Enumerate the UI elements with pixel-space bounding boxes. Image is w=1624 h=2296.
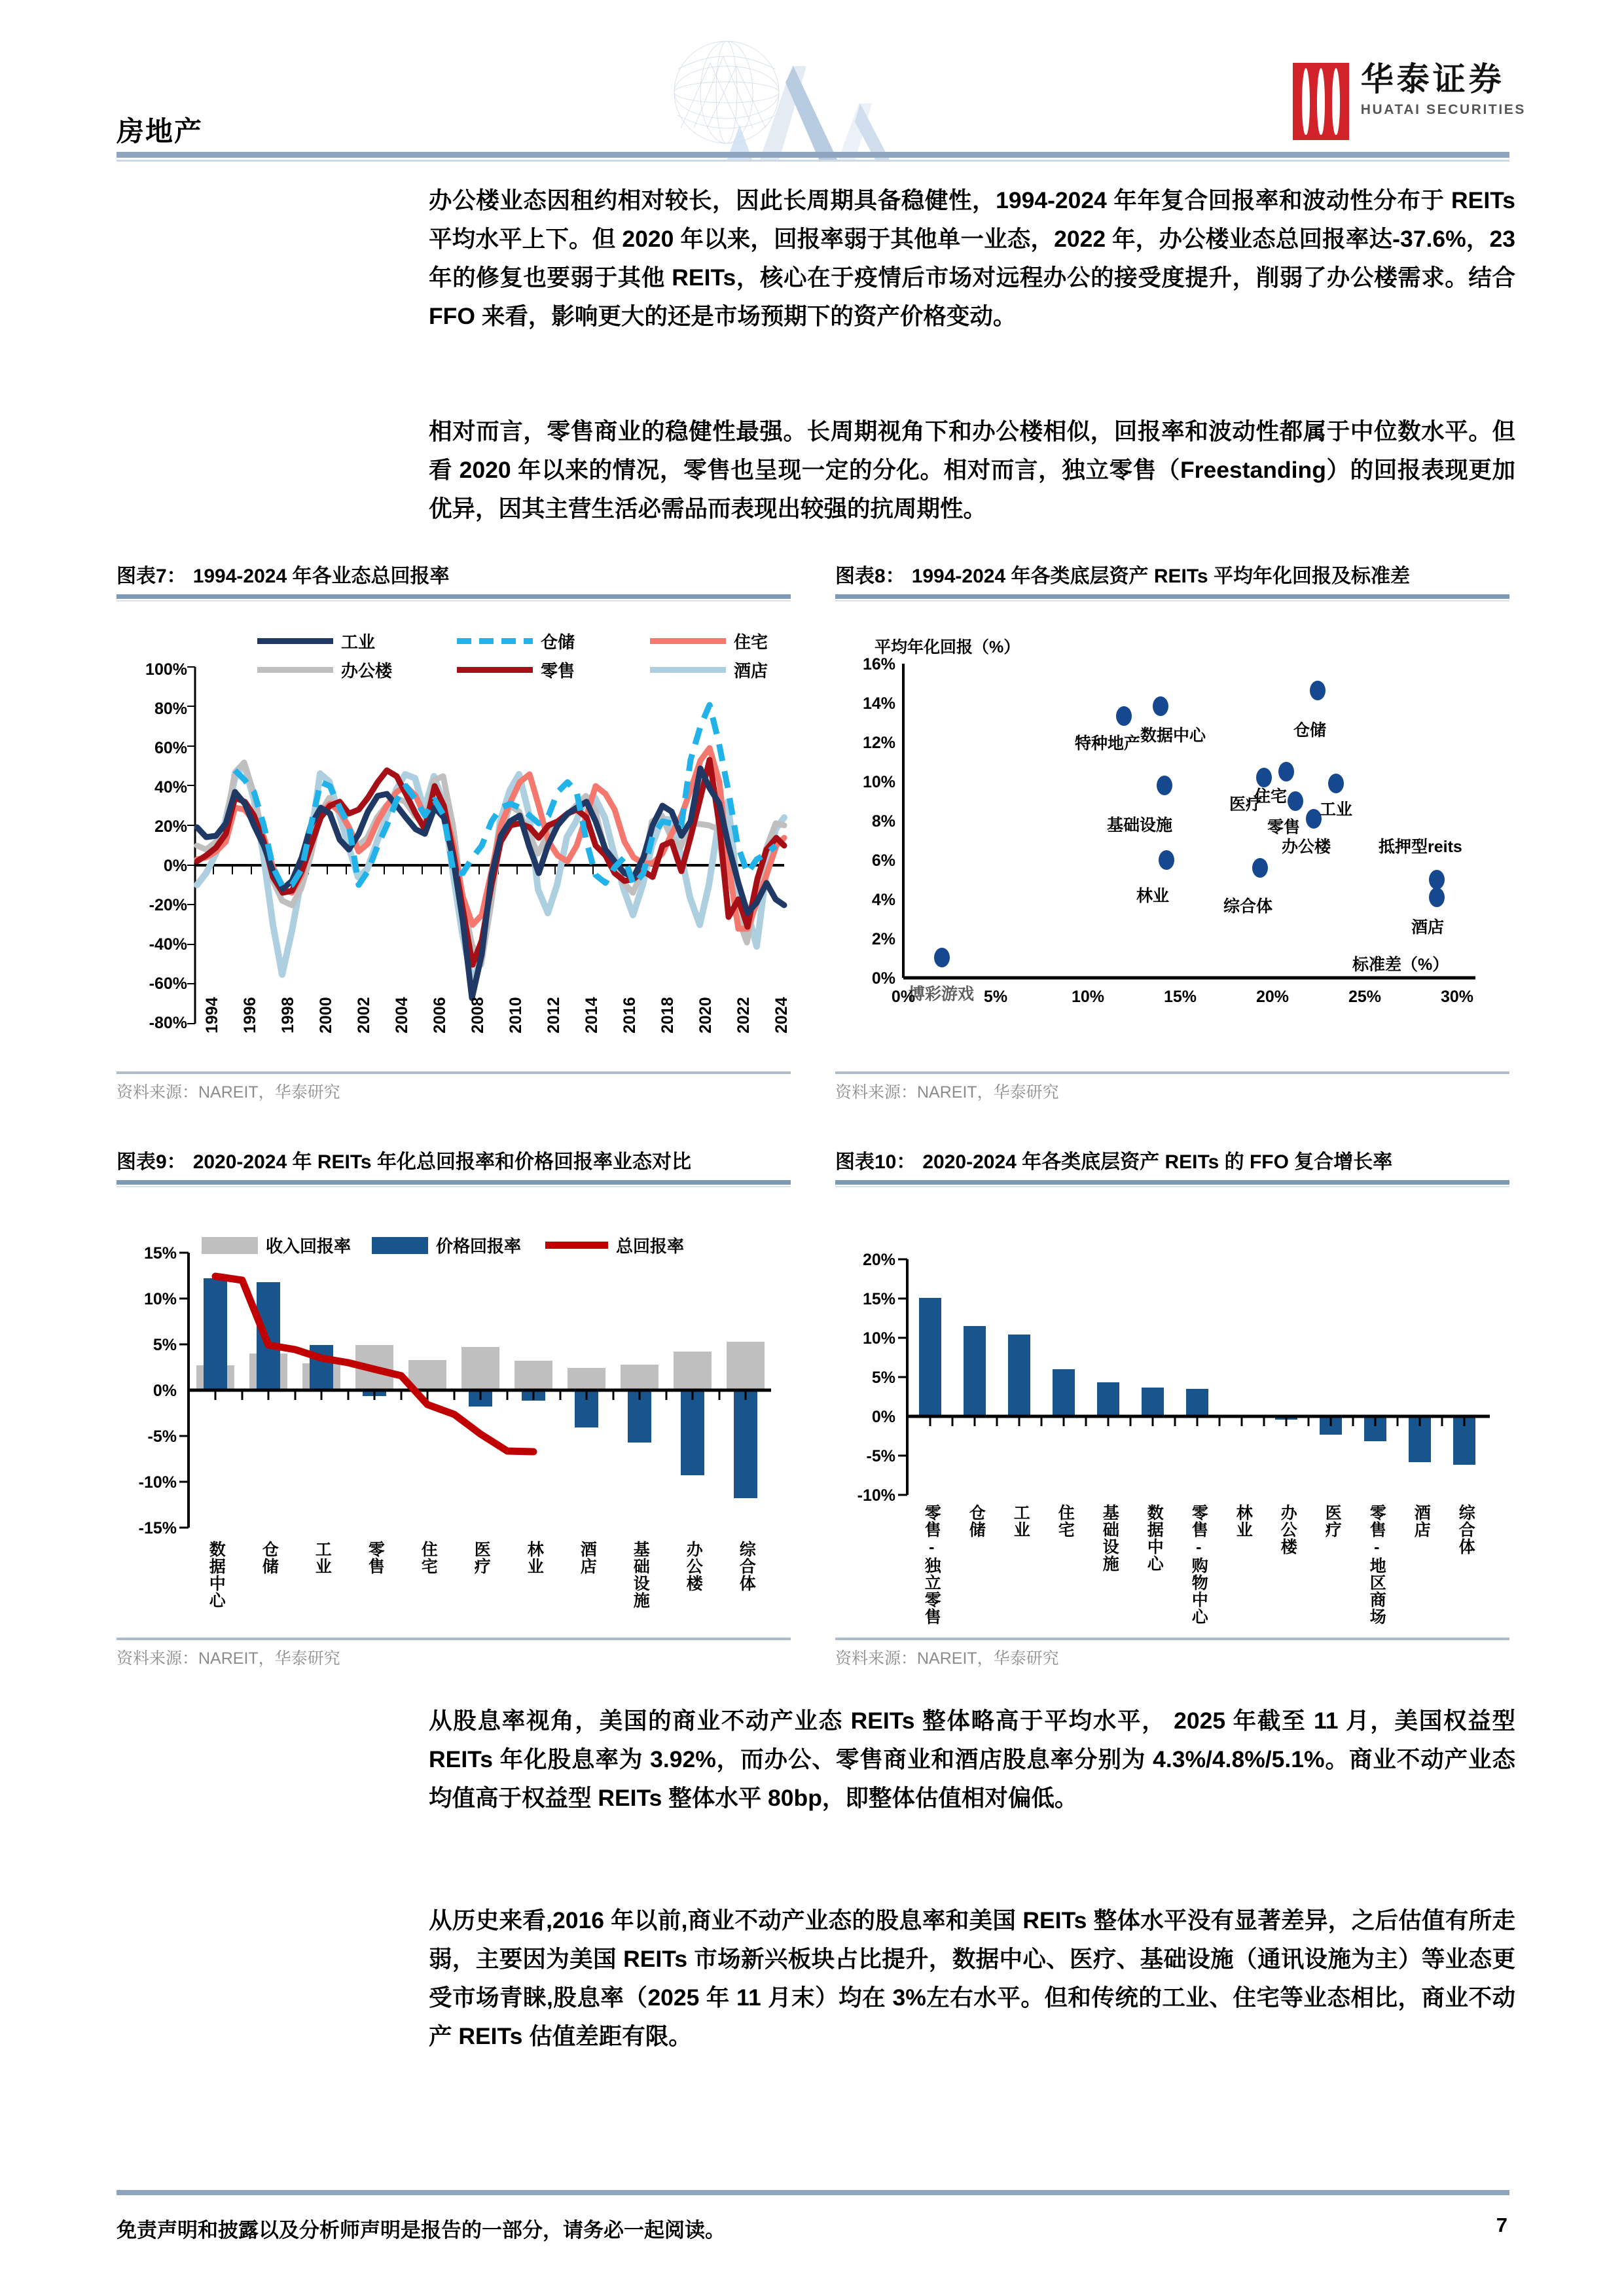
x9-cat-datacenter: 数据中心 (207, 1541, 226, 1609)
exhibit-7-source: 资料来源：NAREIT，华泰研究 (117, 1083, 340, 1102)
x10-cat-infrastructure: 基础设施 (1100, 1504, 1119, 1572)
x10-cat-healthcare: 医疗 (1323, 1504, 1342, 1538)
scatter-label-industrial: 工业 (1320, 800, 1353, 819)
x-tick-2012: 2012 (545, 997, 563, 1033)
x10-cat-retail-freestanding: 零售-独立零售 (922, 1504, 941, 1625)
scatter-point-hotel (1429, 888, 1445, 907)
scatter-point-retail (1288, 791, 1303, 811)
section-title: 房地产 (117, 116, 204, 147)
x8-tick-20: 20% (1255, 988, 1290, 1006)
paragraph-office-sector: 办公楼业态因租约相对较长，因此长周期具备稳健性，1994-2024 年年复合回报率和波动性分布于 REITs 平均水平上下。但 2020 年以来，回报率弱于其他单一业态，2022 年，办公楼业态总回报率达-37.6%，23 年的修复也要弱于其他 REITs，核心在于疫情后市场对远程办公的接受度提升，削弱了办公楼需求。结合 FFO 来看，影响更大的还是市场预期下的资产价格变动。 (429, 187, 1515, 329)
y8-tick-8: 8% (871, 812, 895, 831)
x10-cat-residential: 住宅 (1056, 1504, 1075, 1538)
exhibit-7-rule (117, 594, 791, 599)
y9-tick-5: 5% (153, 1336, 177, 1354)
exhibit-8-source: 资料来源：NAREIT，华泰研究 (835, 1083, 1059, 1102)
x10-cat-industrial: 工业 (1011, 1504, 1030, 1538)
y8-tick-10: 10% (862, 773, 895, 791)
x-tick-2008: 2008 (469, 997, 487, 1033)
y10-tick-neg5: -5% (866, 1447, 895, 1465)
exhibit-8-bottom-rule (835, 1071, 1509, 1074)
x-tick-1998: 1998 (279, 997, 297, 1033)
y-tick-neg80: -80% (149, 1014, 187, 1032)
x8-tick-10: 10% (1071, 988, 1105, 1006)
exhibit-7-plot-area (117, 601, 791, 1073)
legend-label-industrial: 工业 (341, 632, 376, 652)
x-tick-2000: 2000 (317, 997, 335, 1033)
x9-cat-timber: 林业 (525, 1541, 544, 1575)
y9-tick-neg5: -5% (147, 1427, 177, 1446)
scatter-point-diversified (1252, 858, 1268, 878)
scatter-point-warehouse (1310, 681, 1326, 700)
scatter-point-timber (1159, 850, 1174, 870)
y9-tick-0: 0% (153, 1382, 177, 1400)
paragraph-retail-sector: 相对而言，零售商业的稳健性最强。长周期视角下和办公楼相似，回报率和波动性都属于中位数水平。但看 2020 年以来的情况，零售也呈现一定的分化。相对而言，独立零售（Freestanding）的回报表现更加优异，因其主营生活必需品而表现出较强的抗周期性。 (429, 418, 1515, 522)
scatter-point-infrastructure (1157, 776, 1172, 795)
huatai-logo (1293, 63, 1526, 140)
exhibit-9-title-text: 2020-2024 年 REITs 年化总回报率和价格回报率业态对比 (192, 1151, 691, 1173)
exhibit-10-title (835, 1145, 1509, 1180)
y8-tick-4: 4% (871, 891, 895, 909)
y10-tick-0: 0% (871, 1408, 895, 1426)
y-axis-title: 平均年化回报（%） (875, 638, 1020, 656)
scatter-label-infrastructure: 基础设施 (1107, 816, 1173, 834)
y-tick-80: 80% (154, 700, 187, 718)
x-tick-2024: 2024 (772, 997, 791, 1033)
x9-cat-industrial: 工业 (313, 1541, 332, 1575)
exhibit-7 (117, 560, 791, 1103)
legend9-label-total-return: 总回报率 (616, 1236, 685, 1256)
y-tick-neg60: -60% (149, 975, 187, 993)
y8-tick-2: 2% (871, 930, 895, 948)
x8-tick-15: 15% (1163, 988, 1197, 1006)
y8-tick-0: 0% (871, 969, 895, 988)
y-tick-neg40: -40% (149, 935, 187, 954)
x-axis-title: 标准差（%） (1352, 956, 1449, 974)
exhibit-10-bottom-rule (835, 1638, 1509, 1640)
header-divider-thin (117, 160, 1509, 162)
legend9-label-price-return: 价格回报率 (436, 1236, 522, 1256)
x-tick-2022: 2022 (734, 997, 753, 1033)
exhibit-9-plot-area (117, 1187, 791, 1639)
exhibit-9-rule (117, 1180, 791, 1185)
y9-tick-15: 15% (143, 1244, 177, 1263)
exhibit-7-title (117, 560, 791, 594)
scatter-point-mortgage-reits (1429, 870, 1445, 889)
x9-cat-office: 办公楼 (684, 1541, 703, 1592)
y10-tick-20: 20% (862, 1251, 895, 1269)
exhibit-9-bottom-rule (117, 1638, 791, 1640)
y10-tick-5: 5% (871, 1369, 895, 1387)
scatter-point-datacenter (1153, 696, 1168, 716)
scatter-label-warehouse: 仓储 (1293, 721, 1327, 740)
x9-cat-retail: 零售 (366, 1541, 385, 1575)
scatter-label-hotel: 酒店 (1411, 918, 1445, 937)
exhibit-8-title-text: 1994-2024 年各类底层资产 REITs 平均年化回报及标准差 (911, 565, 1410, 587)
x8-tick-30: 30% (1440, 988, 1474, 1006)
scatter-label-timber: 林业 (1136, 887, 1170, 905)
legend-label-residential: 住宅 (734, 632, 768, 652)
x8-tick-5: 5% (983, 988, 1008, 1006)
legend-label-warehouse: 仓储 (541, 632, 575, 652)
y8-tick-12: 12% (862, 734, 895, 752)
huatai-logo-en: HUATAI SECURITIES (1360, 102, 1526, 117)
scatter-label-office: 办公楼 (1282, 838, 1331, 856)
scatter-label-retail: 零售 (1267, 818, 1301, 836)
exhibit-10 (835, 1145, 1509, 1669)
y-tick-0: 0% (163, 857, 187, 875)
exhibit-10-plot-area (835, 1187, 1509, 1639)
exhibit-10-rule (835, 1180, 1509, 1185)
x-tick-2010: 2010 (507, 997, 525, 1033)
x10-cat-timber: 林业 (1234, 1504, 1253, 1538)
scatter-label-gaming: 博彩游戏 (909, 985, 975, 1003)
x10-cat-retail-regional: 零售-地区商场 (1367, 1504, 1386, 1625)
x-tick-1996: 1996 (241, 997, 259, 1033)
x9-cat-infrastructure: 基础设施 (631, 1541, 650, 1609)
y10-tick-neg10: -10% (857, 1486, 895, 1505)
scatter-label-diversified: 综合体 (1223, 897, 1273, 916)
y8-tick-6: 6% (871, 852, 895, 870)
legend-label-retail: 零售 (541, 661, 575, 681)
scatter-label-healthcare: 医疗 (1229, 795, 1263, 814)
exhibit-7-bottom-rule (117, 1071, 791, 1074)
x10-cat-office: 办公楼 (1278, 1504, 1297, 1555)
paragraph-historical-valuation: 从历史来看,2016 年以前,商业不动产业态的股息率和美国 REITs 整体水平没有显著差异，之后估值有所走弱，主要因为美国 REITs 市场新兴板块占比提升，数据中心、医疗、基础设施（通讯设施为主）等业态更受市场青睐,股息率（2025 年 11 月末）均在 3%左右水平。但和传统的工业、住宅等业态相比，商业不动产 REITs 估值差距有限。 (429, 1907, 1515, 2049)
exhibit-8 (835, 560, 1509, 1103)
x9-cat-healthcare: 医疗 (472, 1541, 491, 1575)
x10-cat-datacenter: 数据中心 (1145, 1504, 1164, 1572)
exhibit-8-plot-area (835, 601, 1509, 1073)
y10-tick-15: 15% (862, 1290, 895, 1308)
x9-cat-hotel: 酒店 (578, 1541, 597, 1575)
exhibit-9-source: 资料来源：NAREIT，华泰研究 (117, 1649, 340, 1668)
x-tick-2002: 2002 (355, 997, 373, 1033)
exhibit-8-label: 图表8： (835, 565, 905, 587)
x-tick-2004: 2004 (393, 997, 411, 1033)
footer-disclaimer: 免责声明和披露以及分析师声明是报告的一部分，请务必一起阅读。 (117, 2219, 725, 2242)
x-tick-2020: 2020 (696, 997, 715, 1033)
exhibit-10-label: 图表10： (835, 1151, 916, 1173)
x10-cat-hotel: 酒店 (1412, 1504, 1431, 1538)
x-tick-2016: 2016 (621, 997, 639, 1033)
scatter-label-specialty: 特种地产 (1075, 734, 1141, 753)
scatter-label-datacenter: 数据中心 (1140, 726, 1206, 745)
page-header (0, 0, 1624, 170)
exhibit-10-source: 资料来源：NAREIT，华泰研究 (835, 1649, 1059, 1668)
scatter-point-specialty (1116, 706, 1132, 726)
header-decoration-graphic (563, 30, 1021, 161)
x-tick-1994: 1994 (203, 997, 221, 1033)
y-tick-20: 20% (154, 817, 187, 836)
footer-page-number: 7 (1496, 2214, 1507, 2236)
y-tick-100: 100% (145, 660, 187, 679)
x8-tick-25: 25% (1348, 988, 1382, 1006)
legend-label-hotel: 酒店 (734, 661, 768, 681)
header-divider (117, 152, 1509, 158)
x10-cat-warehouse: 仓储 (967, 1504, 986, 1538)
y-tick-neg20: -20% (149, 896, 187, 914)
y8-tick-14: 14% (862, 694, 895, 713)
scatter-point-residential (1278, 762, 1294, 781)
huatai-logo-mark (1293, 63, 1349, 140)
x10-cat-retail-mall: 零售-购物中心 (1189, 1504, 1208, 1625)
exhibit-8-title (835, 560, 1509, 594)
huatai-logo-cn: 华泰证券 (1360, 61, 1505, 98)
y8-tick-16: 16% (862, 655, 895, 673)
y-tick-40: 40% (154, 778, 187, 797)
exhibit-7-label: 图表7： (117, 565, 187, 587)
x9-cat-warehouse: 仓储 (260, 1541, 279, 1575)
scatter-point-industrial (1328, 774, 1344, 793)
exhibit-10-title-text: 2020-2024 年各类底层资产 REITs 的 FFO 复合增长率 (922, 1151, 1393, 1173)
y9-tick-10: 10% (143, 1290, 177, 1308)
x-tick-2018: 2018 (659, 997, 677, 1033)
y10-tick-10: 10% (862, 1329, 895, 1348)
legend-label-office: 办公楼 (341, 661, 393, 681)
scatter-label-mortgage-reits: 抵押型reits (1379, 838, 1462, 856)
legend9-label-income-return: 收入回报率 (266, 1236, 352, 1256)
y-tick-60: 60% (154, 739, 187, 757)
x-tick-2014: 2014 (583, 997, 601, 1033)
x9-cat-residential: 住宅 (419, 1541, 438, 1575)
exhibit-9 (117, 1145, 791, 1669)
exhibit-7-title-text: 1994-2024 年各业态总回报率 (192, 565, 450, 587)
x8-tick-0: 0% (891, 988, 916, 1006)
footer-divider (117, 2190, 1509, 2195)
paragraph-dividend-yield: 从股息率视角，美国的商业不动产业态 REITs 整体略高于平均水平， 2025 年截至 11 月，美国权益型 REITs 年化股息率为 3.92%，而办公、零售商业和酒店股息率分别为 4.3%/4.8%/5.1%。商业不动产业态均值高于权益型 REITs 整体水平 80bp，即整体估值相对偏低。 (429, 1708, 1515, 1811)
x-tick-2006: 2006 (431, 997, 449, 1033)
exhibit-9-label: 图表9： (117, 1151, 187, 1173)
exhibit-8-rule (835, 594, 1509, 599)
x9-cat-diversified: 综合体 (737, 1541, 756, 1592)
y9-tick-neg15: -15% (138, 1519, 177, 1537)
x10-cat-diversified: 综合体 (1456, 1504, 1475, 1555)
exhibit-9-title (117, 1145, 791, 1180)
y9-tick-neg10: -10% (138, 1473, 177, 1492)
scatter-point-gaming (934, 948, 950, 967)
scatter-label-residential: 住宅 (1254, 787, 1288, 806)
